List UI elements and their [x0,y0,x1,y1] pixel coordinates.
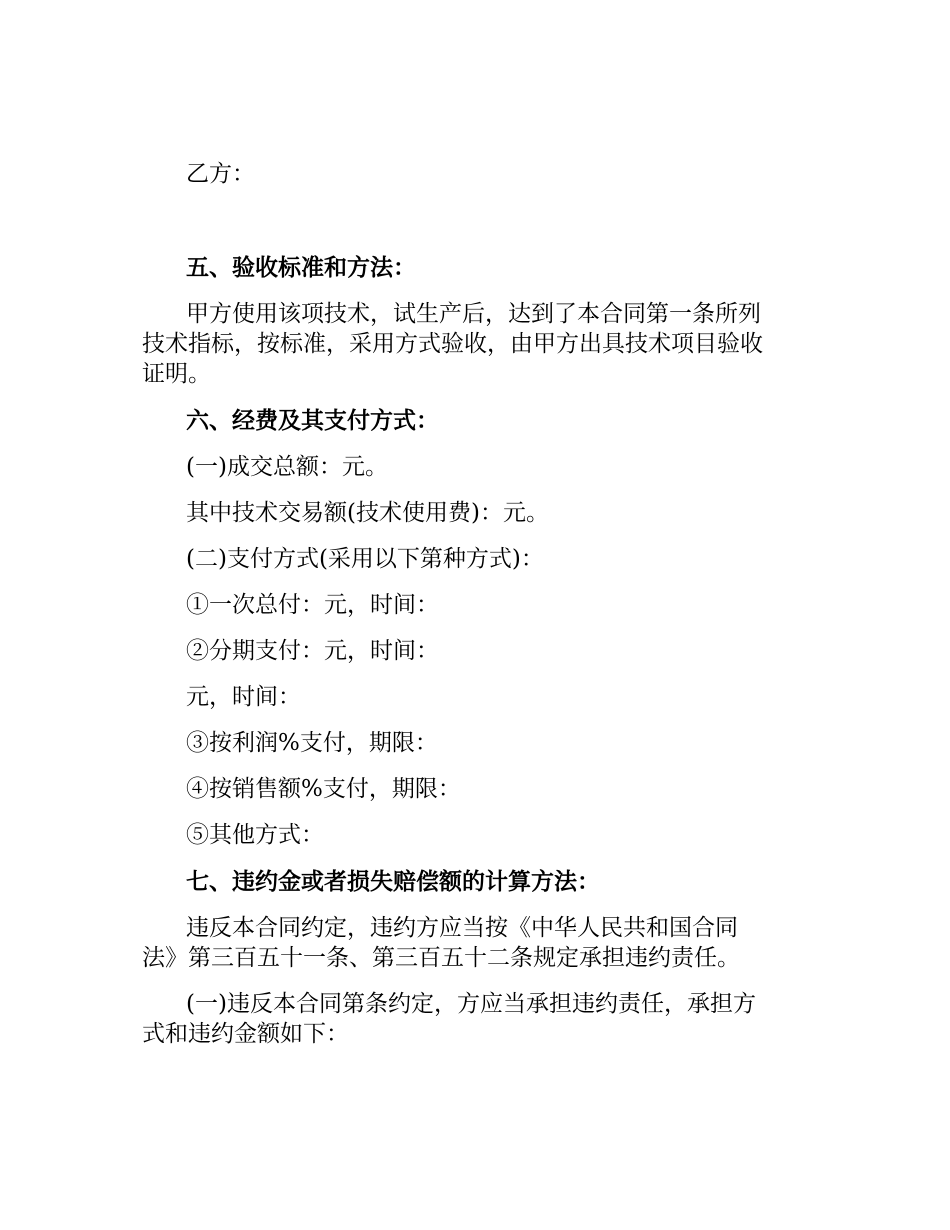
section-5-paragraph-line-1: 甲方使用该项技术，试生产后，达到了本合同第一条所列 [186,301,761,327]
tech-fee-line: 其中技术交易额(技术使用费)：元。 [186,500,549,526]
section-7-paragraph-2-line-2: 式和违约金额如下： [142,1021,349,1047]
payment-option-2: ②分期支付：元，时间： [186,638,439,664]
section-5-heading: 五、验收标准和方法： [186,255,416,281]
payment-method-line: (二)支付方式(采用以下第种方式)： [186,546,544,572]
payment-option-1: ①一次总付：元，时间： [186,592,439,618]
section-7-paragraph-1-line-1: 违反本合同约定，违约方应当按《中华人民共和国合同 [186,915,738,941]
party-b-label: 乙方： [186,161,255,187]
section-7-heading: 七、违约金或者损失赔偿额的计算方法： [186,869,600,895]
payment-option-5: ⑤其他方式： [186,822,324,848]
section-7-paragraph-2-line-1: (一)违反本合同第条约定，方应当承担违约责任，承担方 [186,991,756,1017]
section-5-paragraph-line-2: 技术指标，按标准，采用方式验收，由甲方出具技术项目验收 [142,331,763,357]
payment-option-4: ④按销售额%支付，期限： [186,776,461,802]
section-5-paragraph-line-3: 证明。 [142,361,211,387]
payment-option-2-continued: 元，时间： [186,684,301,710]
section-6-heading: 六、经费及其支付方式： [186,408,439,434]
total-amount-line: (一)成交总额：元。 [186,454,388,480]
section-7-paragraph-1-line-2: 法》第三百五十一条、第三百五十二条规定承担违约责任。 [142,945,740,971]
payment-option-3: ③按利润%支付，期限： [186,730,438,756]
